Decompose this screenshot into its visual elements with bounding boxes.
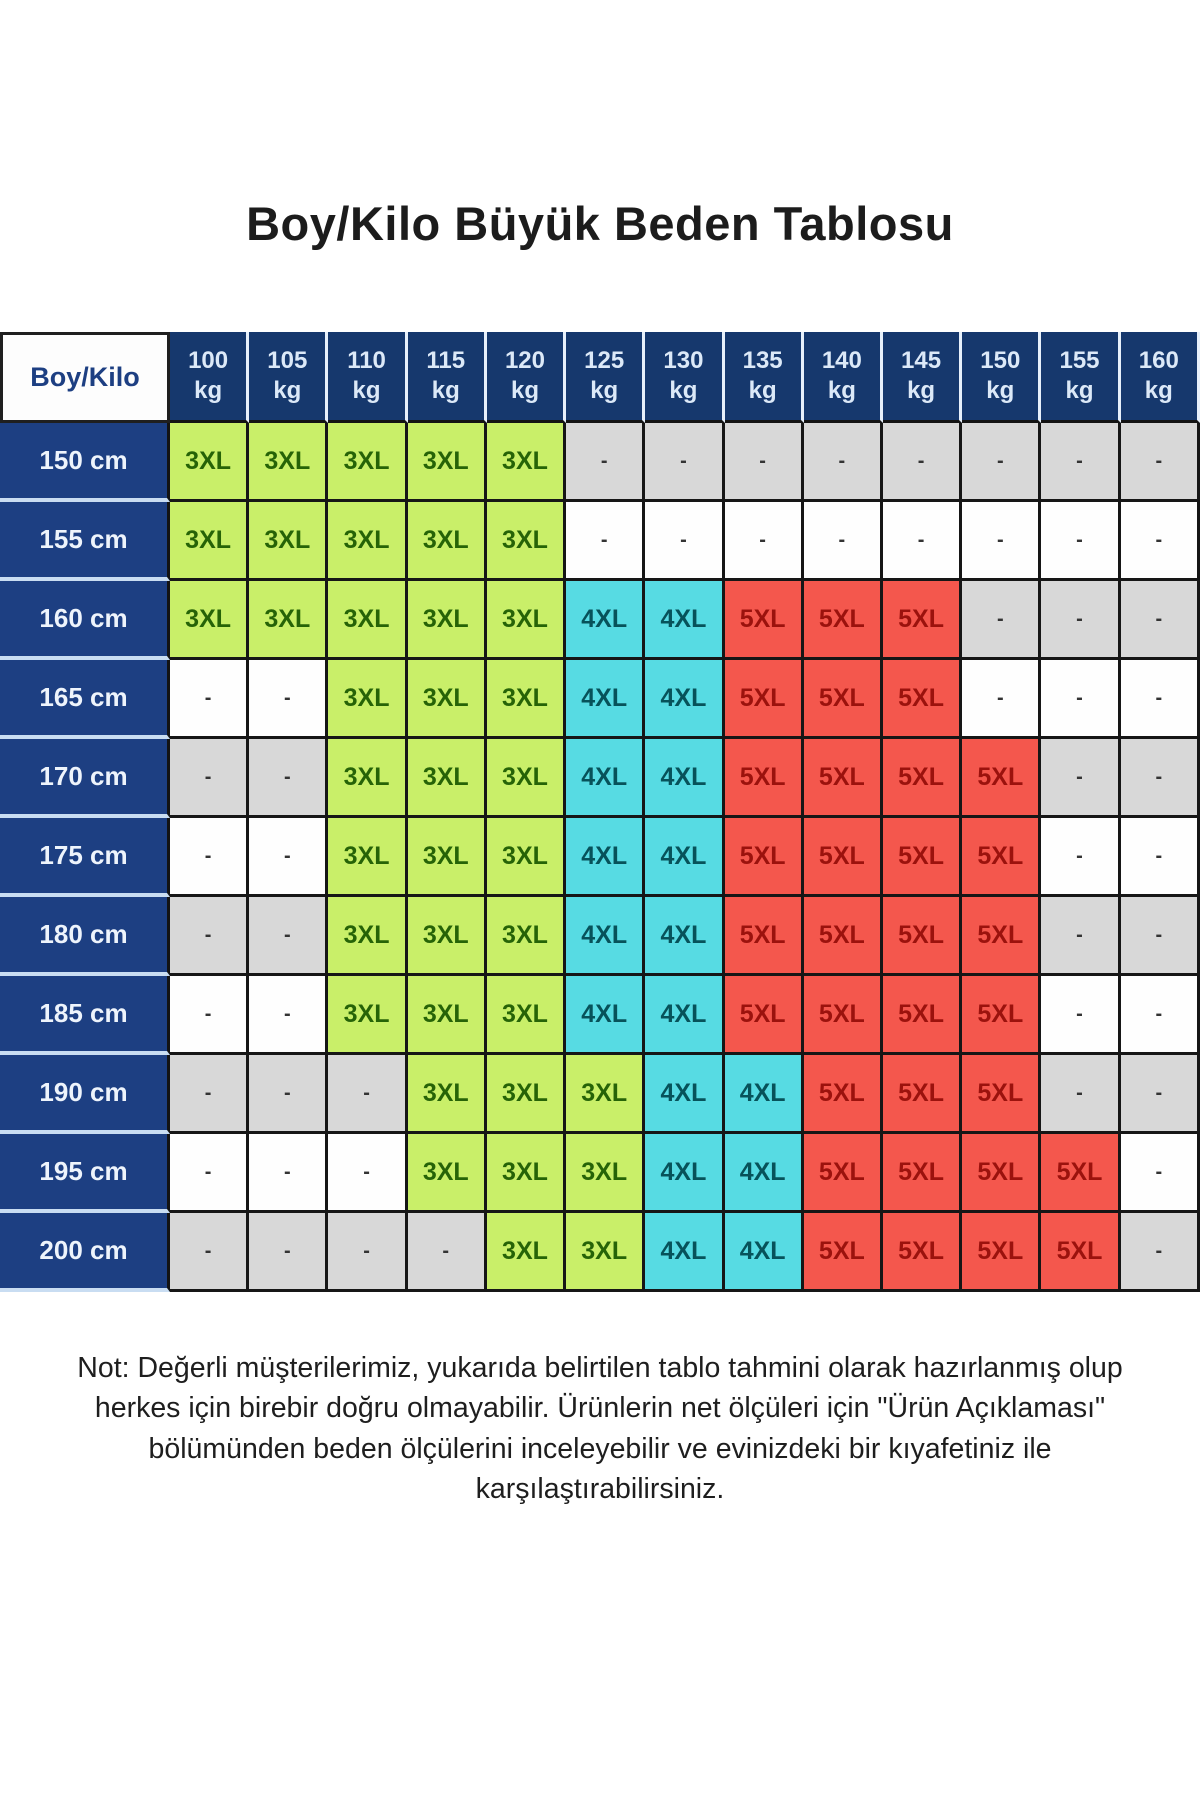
empty-cell: - [170, 818, 249, 897]
size-cell-3xl: 3XL [328, 502, 407, 581]
size-cell-3xl: 3XL [328, 660, 407, 739]
size-cell-3xl: 3XL [408, 897, 487, 976]
size-cell-5xl: 5XL [883, 739, 962, 818]
table-row [0, 660, 1200, 739]
empty-cell: - [1121, 1213, 1200, 1292]
empty-cell: - [962, 423, 1041, 502]
weight-header-cell: 145 kg [883, 332, 962, 423]
empty-cell: - [1041, 502, 1120, 581]
size-cell-3xl: 3XL [408, 1055, 487, 1134]
size-cell-5xl: 5XL [883, 818, 962, 897]
empty-cell: - [1041, 660, 1120, 739]
size-cell-3xl: 3XL [487, 897, 566, 976]
size-cell-4xl: 4XL [566, 660, 645, 739]
size-cell-3xl: 3XL [328, 581, 407, 660]
size-cell-4xl: 4XL [566, 976, 645, 1055]
size-cell-4xl: 4XL [645, 660, 724, 739]
empty-cell: - [1121, 818, 1200, 897]
size-cell-5xl: 5XL [962, 1213, 1041, 1292]
size-cell-3xl: 3XL [408, 660, 487, 739]
size-cell-3xl: 3XL [487, 660, 566, 739]
empty-cell: - [725, 502, 804, 581]
height-label-cell: 155 cm [0, 502, 170, 581]
empty-cell: - [249, 1213, 328, 1292]
size-cell-5xl: 5XL [883, 581, 962, 660]
size-cell-5xl: 5XL [725, 976, 804, 1055]
weight-header-cell: 130 kg [645, 332, 724, 423]
size-cell-3xl: 3XL [487, 739, 566, 818]
empty-cell: - [170, 976, 249, 1055]
weight-header-cell: 100 kg [170, 332, 249, 423]
weight-header-cell: 155 kg [1041, 332, 1120, 423]
empty-cell: - [1041, 976, 1120, 1055]
size-cell-5xl: 5XL [883, 660, 962, 739]
size-cell-5xl: 5XL [804, 1213, 883, 1292]
empty-cell: - [249, 1055, 328, 1134]
table-row [0, 818, 1200, 897]
size-cell-5xl: 5XL [962, 897, 1041, 976]
size-cell-3xl: 3XL [408, 976, 487, 1055]
size-cell-4xl: 4XL [725, 1134, 804, 1213]
empty-cell: - [1121, 897, 1200, 976]
empty-cell: - [725, 423, 804, 502]
size-cell-3xl: 3XL [328, 897, 407, 976]
size-cell-4xl: 4XL [645, 581, 724, 660]
empty-cell: - [328, 1213, 407, 1292]
empty-cell: - [566, 423, 645, 502]
size-cell-4xl: 4XL [566, 581, 645, 660]
empty-cell: - [1121, 423, 1200, 502]
empty-cell: - [170, 1134, 249, 1213]
size-cell-3xl: 3XL [566, 1134, 645, 1213]
page-title: Boy/Kilo Büyük Beden Tablosu [246, 197, 954, 250]
empty-cell: - [1121, 660, 1200, 739]
size-cell-3xl: 3XL [487, 1134, 566, 1213]
empty-cell: - [170, 897, 249, 976]
size-cell-5xl: 5XL [804, 1055, 883, 1134]
empty-cell: - [249, 1134, 328, 1213]
size-cell-4xl: 4XL [725, 1213, 804, 1292]
size-cell-5xl: 5XL [804, 739, 883, 818]
size-cell-3xl: 3XL [249, 423, 328, 502]
size-cell-4xl: 4XL [645, 1134, 724, 1213]
weight-header-cell: 150 kg [962, 332, 1041, 423]
table-row [0, 581, 1200, 660]
size-cell-5xl: 5XL [962, 739, 1041, 818]
size-cell-5xl: 5XL [883, 1055, 962, 1134]
empty-cell: - [1041, 818, 1120, 897]
empty-cell: - [170, 1055, 249, 1134]
table-row [0, 739, 1200, 818]
size-cell-3xl: 3XL [328, 976, 407, 1055]
weight-header-cell: 140 kg [804, 332, 883, 423]
empty-cell: - [1121, 739, 1200, 818]
size-cell-4xl: 4XL [645, 818, 724, 897]
empty-cell: - [249, 976, 328, 1055]
table-row [0, 1213, 1200, 1292]
empty-cell: - [1041, 581, 1120, 660]
size-cell-3xl: 3XL [408, 502, 487, 581]
table-row [0, 1055, 1200, 1134]
title-band [0, 0, 1200, 332]
height-label-cell: 190 cm [0, 1055, 170, 1134]
size-cell-5xl: 5XL [725, 818, 804, 897]
height-label-cell: 175 cm [0, 818, 170, 897]
height-label-cell: 170 cm [0, 739, 170, 818]
empty-cell: - [962, 502, 1041, 581]
size-cell-5xl: 5XL [883, 1134, 962, 1213]
empty-cell: - [1041, 739, 1120, 818]
size-cell-5xl: 5XL [883, 976, 962, 1055]
size-cell-3xl: 3XL [408, 1134, 487, 1213]
table-row [0, 502, 1200, 581]
size-cell-5xl: 5XL [962, 976, 1041, 1055]
weight-header-cell: 160 kg [1121, 332, 1200, 423]
empty-cell: - [1121, 1134, 1200, 1213]
size-cell-5xl: 5XL [804, 660, 883, 739]
empty-cell: - [1041, 423, 1120, 502]
empty-cell: - [170, 660, 249, 739]
empty-cell: - [1041, 1055, 1120, 1134]
size-cell-3xl: 3XL [249, 581, 328, 660]
size-cell-5xl: 5XL [725, 581, 804, 660]
size-cell-4xl: 4XL [725, 1055, 804, 1134]
size-cell-5xl: 5XL [725, 739, 804, 818]
size-cell-3xl: 3XL [170, 581, 249, 660]
empty-cell: - [883, 423, 962, 502]
size-cell-3xl: 3XL [487, 581, 566, 660]
weight-header-cell: 105 kg [249, 332, 328, 423]
size-cell-4xl: 4XL [645, 739, 724, 818]
size-cell-3xl: 3XL [566, 1213, 645, 1292]
size-cell-4xl: 4XL [645, 976, 724, 1055]
size-cell-5xl: 5XL [883, 897, 962, 976]
size-cell-3xl: 3XL [487, 818, 566, 897]
empty-cell: - [883, 502, 962, 581]
size-cell-4xl: 4XL [645, 1213, 724, 1292]
size-cell-5xl: 5XL [804, 976, 883, 1055]
corner-cell: Boy/Kilo [0, 332, 170, 423]
size-cell-3xl: 3XL [328, 423, 407, 502]
empty-cell: - [1041, 897, 1120, 976]
size-cell-5xl: 5XL [962, 1134, 1041, 1213]
weight-header-cell: 135 kg [725, 332, 804, 423]
size-table [0, 332, 1200, 1292]
size-cell-3xl: 3XL [487, 423, 566, 502]
size-cell-3xl: 3XL [328, 818, 407, 897]
empty-cell: - [1121, 581, 1200, 660]
size-cell-5xl: 5XL [804, 581, 883, 660]
size-cell-5xl: 5XL [883, 1213, 962, 1292]
size-cell-4xl: 4XL [566, 897, 645, 976]
size-cell-5xl: 5XL [962, 1055, 1041, 1134]
size-cell-3xl: 3XL [408, 581, 487, 660]
size-cell-3xl: 3XL [408, 739, 487, 818]
height-label-cell: 195 cm [0, 1134, 170, 1213]
size-cell-3xl: 3XL [170, 502, 249, 581]
weight-header-cell: 110 kg [328, 332, 407, 423]
empty-cell: - [328, 1134, 407, 1213]
weight-header-cell: 120 kg [487, 332, 566, 423]
size-cell-3xl: 3XL [487, 502, 566, 581]
size-cell-3xl: 3XL [170, 423, 249, 502]
size-cell-4xl: 4XL [645, 897, 724, 976]
empty-cell: - [804, 423, 883, 502]
empty-cell: - [249, 818, 328, 897]
size-cell-5xl: 5XL [804, 897, 883, 976]
empty-cell: - [170, 739, 249, 818]
empty-cell: - [249, 660, 328, 739]
empty-cell: - [249, 739, 328, 818]
size-cell-5xl: 5XL [725, 897, 804, 976]
footnote: Not: Değerli müşterilerimiz, yukarıda belirtilen tablo tahmini olarak hazırlanmış olup herkes için birebir doğru olmayabilir. Ürünlerin net ölçüleri için "Ürün Açıklaması" bölümünden beden ölçülerini inceleyebilir ve evinizdeki bir kıyafetiniz ile karşılaştırabilirsiniz. [77, 1352, 1123, 1506]
empty-cell: - [328, 1055, 407, 1134]
height-label-cell: 180 cm [0, 897, 170, 976]
empty-cell: - [1121, 502, 1200, 581]
table-row [0, 897, 1200, 976]
table-row [0, 423, 1200, 502]
size-cell-3xl: 3XL [328, 739, 407, 818]
empty-cell: - [962, 660, 1041, 739]
size-cell-3xl: 3XL [487, 1055, 566, 1134]
table-row [0, 1134, 1200, 1213]
table-row [0, 976, 1200, 1055]
height-label-cell: 185 cm [0, 976, 170, 1055]
empty-cell: - [645, 502, 724, 581]
size-cell-3xl: 3XL [487, 1213, 566, 1292]
empty-cell: - [645, 423, 724, 502]
size-cell-5xl: 5XL [804, 1134, 883, 1213]
size-cell-3xl: 3XL [566, 1055, 645, 1134]
empty-cell: - [249, 897, 328, 976]
empty-cell: - [1121, 976, 1200, 1055]
empty-cell: - [566, 502, 645, 581]
height-label-cell: 150 cm [0, 423, 170, 502]
empty-cell: - [170, 1213, 249, 1292]
height-label-cell: 200 cm [0, 1213, 170, 1292]
empty-cell: - [408, 1213, 487, 1292]
size-cell-3xl: 3XL [408, 423, 487, 502]
height-label-cell: 160 cm [0, 581, 170, 660]
height-label-cell: 165 cm [0, 660, 170, 739]
size-cell-3xl: 3XL [249, 502, 328, 581]
size-cell-5xl: 5XL [1041, 1134, 1120, 1213]
size-cell-4xl: 4XL [566, 739, 645, 818]
size-cell-4xl: 4XL [566, 818, 645, 897]
empty-cell: - [962, 581, 1041, 660]
size-cell-5xl: 5XL [725, 660, 804, 739]
size-cell-5xl: 5XL [962, 818, 1041, 897]
size-cell-5xl: 5XL [1041, 1213, 1120, 1292]
size-cell-3xl: 3XL [408, 818, 487, 897]
size-cell-3xl: 3XL [487, 976, 566, 1055]
empty-cell: - [1121, 1055, 1200, 1134]
empty-cell: - [804, 502, 883, 581]
weight-header-cell: 115 kg [408, 332, 487, 423]
size-cell-5xl: 5XL [804, 818, 883, 897]
size-cell-4xl: 4XL [645, 1055, 724, 1134]
weight-header-cell: 125 kg [566, 332, 645, 423]
